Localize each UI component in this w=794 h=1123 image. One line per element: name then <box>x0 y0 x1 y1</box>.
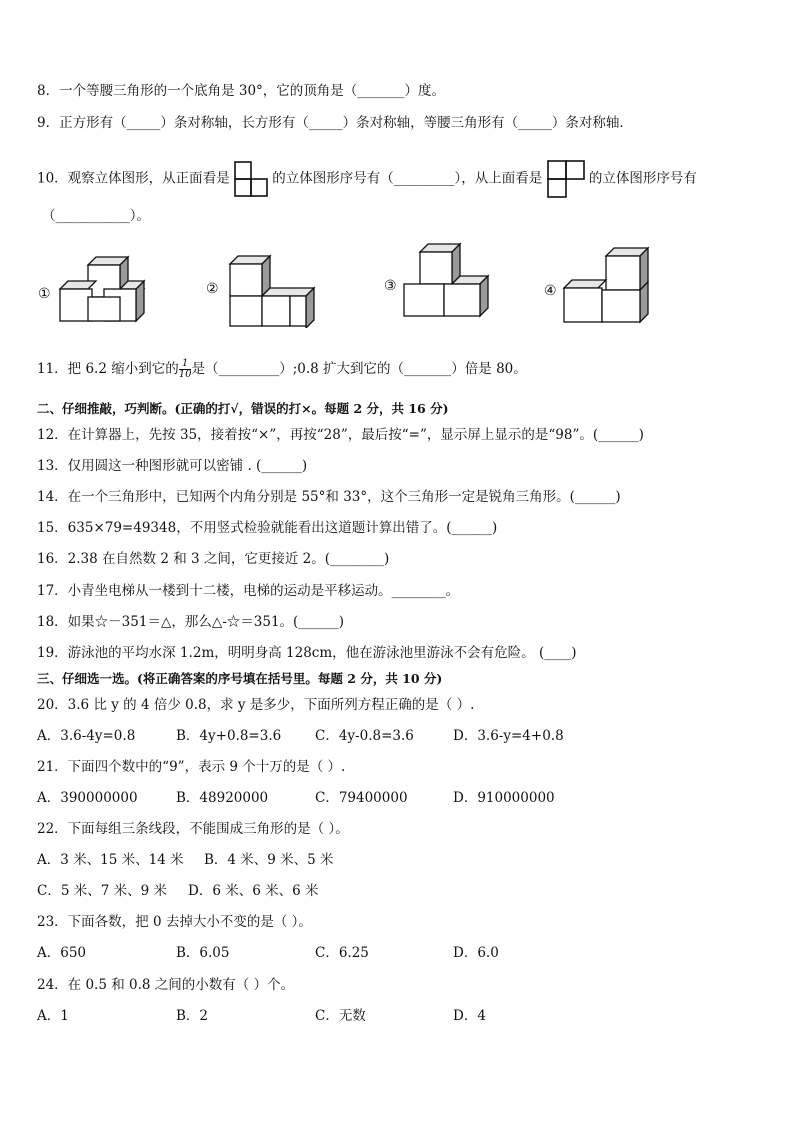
cube-figure-3 <box>402 240 492 320</box>
fraction-denominator: 10 <box>178 369 192 380</box>
q22-option-c[interactable]: C．5 米、7 米、9 米 <box>37 883 167 899</box>
question-18: 18．如果☆－351＝△，那么△-☆＝351。(______) <box>37 614 345 630</box>
q23-option-c[interactable]: C．6.25 <box>315 945 369 961</box>
question-16: 16．2.38 在自然数 2 和 3 之间，它更接近 2。(________) <box>37 551 390 567</box>
question-9: 9．正方形有（_____）条对称轴，长方形有（_____）条对称轴，等腰三角形有（_____）条对称轴． <box>37 115 633 131</box>
question-14: 14．在一个三角形中，已知两个内角分别是 55°和 33°，这个三角形一定是锐角三角形。(______) <box>37 489 621 505</box>
q23-option-a[interactable]: A．650 <box>37 945 87 961</box>
section-3-heading: 三、仔细选一选。(将正确答案的序号填在括号里。每题 2 分，共 10 分) <box>37 671 443 686</box>
question-13: 13．仅用圆这一种图形就可以密铺 . (______) <box>37 458 308 474</box>
question-10-text-1: 10．观察立体图形，从正面看是 <box>37 170 230 187</box>
figure-label-4: ④ <box>544 283 557 299</box>
q20-option-c[interactable]: C．4y-0.8=3.6 <box>315 728 414 744</box>
q23-option-d[interactable]: D．6.0 <box>453 945 499 961</box>
question-10-text-2: 的立体图形序号有（_________），从上面看是 <box>272 170 543 187</box>
q22-option-b[interactable]: B．4 米、9 米、5 米 <box>204 852 334 868</box>
question-23: 23．下面各数，把 0 去掉大小不变的是（ ）。 <box>37 914 312 930</box>
fraction-numerator: 1 <box>179 359 192 370</box>
figure-label-3: ③ <box>384 278 397 294</box>
fraction <box>179 359 192 380</box>
figure-label-1: ① <box>38 286 51 302</box>
q21-option-a[interactable]: A．390000000 <box>37 790 138 806</box>
question-24: 24．在 0.5 和 0.8 之间的小数有（ ）个。 <box>37 977 295 993</box>
question-17: 17．小青坐电梯从一楼到十二楼，电梯的运动是平移运动。________。 <box>37 583 460 599</box>
q23-option-b[interactable]: B．6.05 <box>176 945 230 961</box>
q24-option-c[interactable]: C．无数 <box>315 1008 366 1024</box>
q20-option-a[interactable]: A．3.6-4y=0.8 <box>37 728 136 744</box>
question-10-answer-line: （___________）。 <box>42 208 150 224</box>
q20-option-b[interactable]: B．4y+0.8=3.6 <box>176 728 282 744</box>
section-2-heading: 二、仔细推敲，巧判断。(正确的打√，错误的打×。每题 2 分，共 16 分) <box>37 401 449 416</box>
cube-figure-2 <box>226 252 318 328</box>
question-20: 20．3.6 比 y 的 4 倍少 0.8，求 y 是多少，下面所列方程正确的是（ ）. <box>37 697 475 713</box>
cube-figure-1 <box>58 255 148 327</box>
q24-option-d[interactable]: D．4 <box>453 1008 486 1024</box>
q21-option-c[interactable]: C．79400000 <box>315 790 408 806</box>
question-10 <box>37 160 697 198</box>
question-11 <box>37 359 527 380</box>
question-8: 8．一个等腰三角形的一个底角是 30°，它的顶角是（_______）度。 <box>37 83 446 99</box>
question-12: 12．在计算器上，先按 35，接着按“×”，再按“28”，最后按“=”，显示屏上显示的是“98”。(______) <box>37 427 644 443</box>
question-11-text-1: 11．把 6.2 缩小到它的 <box>37 361 179 377</box>
question-19: 19．游泳池的平均水深 1.2m，明明身高 128cm，他在游泳池里游泳不会有危险。 (____) <box>37 645 577 661</box>
q21-option-d[interactable]: D．910000000 <box>453 790 555 806</box>
figure-label-2: ② <box>206 281 219 297</box>
question-21: 21．下面四个数中的“9”，表示 9 个十万的是（ ）. <box>37 759 346 775</box>
q22-option-d[interactable]: D．6 米、6 米、6 米 <box>188 883 319 899</box>
q24-option-b[interactable]: B．2 <box>176 1008 209 1024</box>
top-view-grid-icon <box>547 160 585 198</box>
front-view-grid-icon <box>234 161 268 197</box>
cube-figure-4 <box>562 246 654 326</box>
q20-option-d[interactable]: D．3.6-y=4+0.8 <box>453 728 564 744</box>
question-15: 15．635×79=49348，不用竖式检验就能看出这道题计算出错了。(______) <box>37 520 498 536</box>
question-22: 22．下面每组三条线段，不能围成三角形的是（ ）。 <box>37 821 349 837</box>
q24-option-a[interactable]: A．1 <box>37 1008 69 1024</box>
question-10-text-3: 的立体图形序号有 <box>588 170 697 187</box>
q21-option-b[interactable]: B．48920000 <box>176 790 269 806</box>
q22-option-a[interactable]: A．3 米、15 米、14 米 <box>37 852 184 868</box>
question-11-text-2: 是（_________）;0.8 扩大到它的（_______）倍是 80。 <box>191 361 527 377</box>
